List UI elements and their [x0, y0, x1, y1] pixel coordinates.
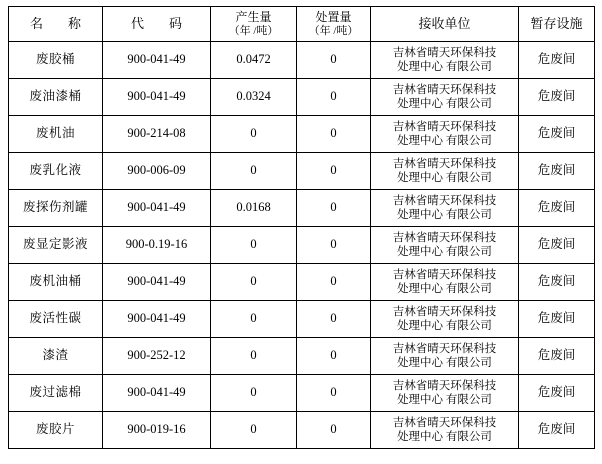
cell-name: 废活性碳 [9, 301, 103, 338]
cell-receiving-unit-line2: 处理中心 有限公司 [397, 431, 492, 443]
cell-code: 900-041-49 [103, 264, 211, 301]
cell-code: 900-252-12 [103, 338, 211, 375]
cell-storage-facility: 危废间 [519, 338, 595, 375]
cell-disposal: 0 [297, 227, 371, 264]
cell-disposal: 0 [297, 153, 371, 190]
cell-receiving-unit-line1: 吉林省晴天环保科技 [392, 194, 497, 207]
cell-receiving-unit-line1: 吉林省晴天环保科技 [392, 379, 497, 392]
cell-receiving-unit-line2: 处理中心 有限公司 [397, 209, 492, 221]
cell-generation: 0 [211, 227, 297, 264]
cell-generation: 0.0472 [211, 42, 297, 79]
column-header-receiving-unit-label: 接收单位 [418, 15, 471, 31]
cell-disposal: 0 [297, 412, 371, 449]
cell-name: 漆渣 [9, 338, 103, 375]
cell-disposal: 0 [297, 42, 371, 79]
cell-disposal: 0 [297, 301, 371, 338]
cell-name: 废油漆桶 [9, 79, 103, 116]
cell-code: 900-0.19-16 [103, 227, 211, 264]
cell-generation: 0 [211, 338, 297, 375]
header-row [9, 7, 595, 42]
cell-receiving-unit-line2: 处理中心 有限公司 [397, 246, 492, 258]
cell-name: 废胶片 [9, 412, 103, 449]
cell-name: 废探伤剂罐 [9, 190, 103, 227]
cell-storage-facility: 危废间 [519, 116, 595, 153]
column-header-receiving-unit [371, 7, 519, 42]
column-header-storage-facility-label: 暂存设施 [530, 15, 583, 31]
table-row [9, 375, 595, 412]
cell-name: 废机油 [9, 116, 103, 153]
column-header-code [103, 7, 211, 42]
cell-receiving-unit [371, 116, 519, 153]
cell-receiving-unit [371, 227, 519, 264]
cell-name: 废过滤棉 [9, 375, 103, 412]
cell-receiving-unit-line1: 吉林省晴天环保科技 [392, 342, 497, 355]
cell-receiving-unit [371, 79, 519, 116]
column-header-disposal-label: 处置量 [315, 9, 352, 24]
column-header-name-label: 名 称 [29, 15, 87, 31]
cell-receiving-unit-line2: 处理中心 有限公司 [397, 394, 492, 406]
cell-receiving-unit [371, 301, 519, 338]
table-row [9, 301, 595, 338]
cell-name: 废显定影液 [9, 227, 103, 264]
cell-code: 900-041-49 [103, 375, 211, 412]
cell-receiving-unit-line2: 处理中心 有限公司 [397, 135, 492, 147]
cell-disposal: 0 [297, 79, 371, 116]
table-body [9, 42, 595, 449]
table-row [9, 412, 595, 449]
column-header-disposal [297, 7, 371, 42]
cell-receiving-unit-line1: 吉林省晴天环保科技 [392, 305, 497, 318]
column-header-generation-label: 产生量 [235, 9, 272, 24]
cell-disposal: 0 [297, 190, 371, 227]
cell-receiving-unit [371, 153, 519, 190]
column-header-code-label: 代 码 [130, 15, 188, 31]
cell-storage-facility: 危废间 [519, 227, 595, 264]
column-header-storage-facility [519, 7, 595, 42]
table-row [9, 227, 595, 264]
cell-receiving-unit-line2: 处理中心 有限公司 [397, 357, 492, 369]
cell-code: 900-019-16 [103, 412, 211, 449]
cell-receiving-unit-line2: 处理中心 有限公司 [397, 283, 492, 295]
cell-receiving-unit-line1: 吉林省晴天环保科技 [392, 83, 497, 96]
cell-name: 废机油桶 [9, 264, 103, 301]
cell-receiving-unit-line2: 处理中心 有限公司 [397, 61, 492, 73]
cell-receiving-unit-line2: 处理中心 有限公司 [397, 320, 492, 332]
cell-generation: 0 [211, 412, 297, 449]
cell-storage-facility: 危废间 [519, 375, 595, 412]
cell-storage-facility: 危废间 [519, 264, 595, 301]
cell-disposal: 0 [297, 264, 371, 301]
cell-code: 900-041-49 [103, 190, 211, 227]
cell-receiving-unit-line1: 吉林省晴天环保科技 [392, 46, 497, 59]
table-header [9, 7, 595, 42]
table-row [9, 190, 595, 227]
cell-disposal: 0 [297, 375, 371, 412]
column-header-generation-unit: （年 /吨） [228, 24, 279, 37]
cell-generation: 0.0324 [211, 79, 297, 116]
cell-storage-facility: 危废间 [519, 412, 595, 449]
cell-code: 900-041-49 [103, 79, 211, 116]
table-row [9, 79, 595, 116]
cell-storage-facility: 危废间 [519, 153, 595, 190]
cell-generation: 0 [211, 375, 297, 412]
cell-storage-facility: 危废间 [519, 42, 595, 79]
cell-generation: 0.0168 [211, 190, 297, 227]
table-row [9, 338, 595, 375]
cell-receiving-unit [371, 338, 519, 375]
cell-receiving-unit [371, 190, 519, 227]
column-header-generation [211, 7, 297, 42]
column-header-name [9, 7, 103, 42]
cell-disposal: 0 [297, 338, 371, 375]
table-row [9, 42, 595, 79]
cell-name: 废乳化液 [9, 153, 103, 190]
cell-receiving-unit-line1: 吉林省晴天环保科技 [392, 120, 497, 133]
cell-receiving-unit-line1: 吉林省晴天环保科技 [392, 157, 497, 170]
cell-generation: 0 [211, 153, 297, 190]
cell-generation: 0 [211, 301, 297, 338]
hazardous-waste-table [8, 6, 595, 449]
table-row [9, 153, 595, 190]
cell-receiving-unit [371, 42, 519, 79]
cell-code: 900-041-49 [103, 301, 211, 338]
cell-code: 900-006-09 [103, 153, 211, 190]
column-header-disposal-unit: （年 /吨） [308, 24, 359, 37]
cell-disposal: 0 [297, 116, 371, 153]
cell-receiving-unit [371, 412, 519, 449]
cell-storage-facility: 危废间 [519, 301, 595, 338]
cell-receiving-unit-line1: 吉林省晴天环保科技 [392, 268, 497, 281]
cell-generation: 0 [211, 116, 297, 153]
table-row [9, 116, 595, 153]
cell-storage-facility: 危废间 [519, 79, 595, 116]
cell-receiving-unit [371, 264, 519, 301]
cell-storage-facility: 危废间 [519, 190, 595, 227]
cell-receiving-unit [371, 375, 519, 412]
cell-receiving-unit-line1: 吉林省晴天环保科技 [392, 416, 497, 429]
cell-receiving-unit-line2: 处理中心 有限公司 [397, 172, 492, 184]
cell-name: 废胶桶 [9, 42, 103, 79]
table-row [9, 264, 595, 301]
cell-generation: 0 [211, 264, 297, 301]
cell-receiving-unit-line2: 处理中心 有限公司 [397, 98, 492, 110]
cell-code: 900-214-08 [103, 116, 211, 153]
cell-receiving-unit-line1: 吉林省晴天环保科技 [392, 231, 497, 244]
cell-code: 900-041-49 [103, 42, 211, 79]
